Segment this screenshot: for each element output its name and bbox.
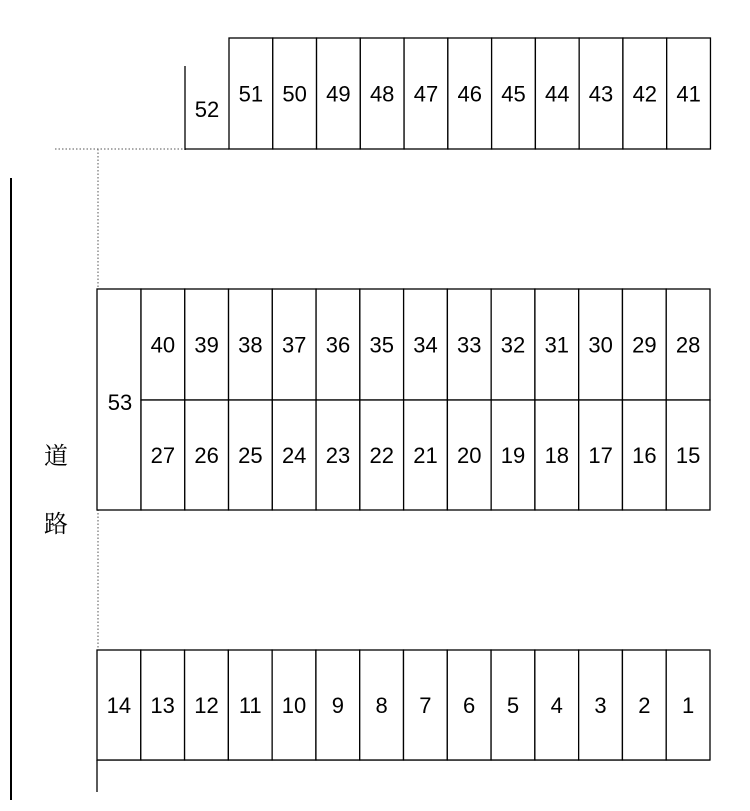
stall-number: 50 — [282, 81, 307, 107]
stall-number: 53 — [107, 390, 133, 415]
parking-stall-42 — [623, 38, 667, 149]
stall-number: 49 — [326, 81, 351, 107]
stall-number: 29 — [632, 332, 657, 358]
parking-stall-20 — [447, 400, 491, 510]
stall-number: 5 — [506, 693, 520, 718]
stall-number: 33 — [457, 332, 482, 358]
stall-number: 2 — [638, 693, 651, 718]
parking-stall-18 — [535, 400, 579, 510]
stall-number: 41 — [676, 81, 701, 107]
parking-stall-8 — [360, 650, 404, 760]
road-label-char-1: 道 — [44, 442, 68, 470]
parking-stall-40 — [141, 289, 185, 400]
parking-stall-3 — [579, 650, 623, 760]
parking-stall-19 — [491, 400, 535, 510]
parking-stall-49 — [317, 38, 361, 149]
parking-stall-47 — [404, 38, 448, 149]
stall-number: 47 — [413, 81, 439, 107]
parking-stall-10 — [272, 650, 316, 760]
stall-number: 18 — [544, 443, 570, 468]
stall-number: 34 — [413, 332, 438, 358]
stall-number: 36 — [325, 332, 351, 358]
stall-number: 17 — [588, 443, 613, 468]
stall-number: 44 — [545, 81, 570, 107]
parking-stall-44 — [535, 38, 579, 149]
stall-number: 8 — [375, 693, 388, 718]
parking-stall-17 — [579, 400, 623, 510]
stall-number: 51 — [238, 81, 264, 107]
parking-stall-33 — [447, 289, 491, 400]
parking-stall-28 — [666, 289, 710, 400]
parking-stall-23 — [316, 400, 360, 510]
parking-stall-22 — [360, 400, 404, 510]
stall-number: 19 — [500, 443, 526, 468]
stall-number: 32 — [500, 332, 526, 358]
parking-stall-43 — [579, 38, 623, 149]
parking-stall-9 — [316, 650, 360, 760]
stall-number: 48 — [369, 81, 395, 107]
parking-stall-16 — [622, 400, 666, 510]
parking-stall-11 — [228, 650, 272, 760]
stall-number: 40 — [150, 332, 176, 358]
stall-number: 16 — [632, 443, 657, 468]
parking-stall-32 — [491, 289, 535, 400]
parking-stall-46 — [448, 38, 492, 149]
stall-number: 9 — [331, 693, 344, 718]
parking-stall-14 — [97, 650, 141, 760]
parking-stall-1 — [666, 650, 710, 760]
stall-number: 24 — [281, 443, 307, 468]
stall-number: 35 — [369, 332, 394, 358]
stall-number: 45 — [501, 81, 526, 107]
stall-number: 38 — [238, 332, 263, 358]
parking-stall-7 — [404, 650, 448, 760]
stall-number: 7 — [419, 693, 432, 718]
parking-stall-13 — [141, 650, 185, 760]
parking-stall-48 — [360, 38, 404, 149]
stall-number: 13 — [150, 693, 175, 718]
parking-stall-25 — [229, 400, 273, 510]
parking-stall-38 — [229, 289, 273, 400]
stall-number: 14 — [106, 693, 132, 718]
stall-number: 52 — [194, 97, 220, 122]
parking-stall-52 — [195, 97, 219, 122]
parking-stall-41 — [667, 38, 711, 149]
stall-number: 22 — [369, 443, 394, 468]
stall-number: 30 — [588, 332, 613, 358]
parking-stall-26 — [185, 400, 229, 510]
parking-stall-4 — [535, 650, 579, 760]
parking-stall-34 — [404, 289, 448, 400]
stall-number: 28 — [675, 332, 701, 358]
parking-stall-27 — [141, 400, 185, 510]
stall-number: 21 — [413, 443, 438, 468]
parking-stall-5 — [491, 650, 535, 760]
stall-number: 26 — [194, 443, 219, 468]
parking-stall-21 — [404, 400, 448, 510]
stall-number: 23 — [325, 443, 351, 468]
stall-number: 37 — [281, 332, 307, 358]
stall-number: 12 — [194, 693, 219, 718]
parking-stall-35 — [360, 289, 404, 400]
parking-stall-6 — [447, 650, 491, 760]
parking-stall-31 — [535, 289, 579, 400]
parking-stall-45 — [492, 38, 536, 149]
parking-stall-24 — [272, 400, 316, 510]
stall-number: 39 — [194, 332, 219, 358]
stall-number: 46 — [457, 81, 482, 107]
stall-number: 4 — [550, 693, 563, 718]
stall-number: 43 — [588, 81, 614, 107]
parking-stall-50 — [273, 38, 317, 149]
stall-number: 6 — [463, 693, 476, 718]
parking-stall-12 — [185, 650, 229, 760]
parking-stall-29 — [622, 289, 666, 400]
parking-stall-30 — [579, 289, 623, 400]
stall-number: 10 — [281, 693, 307, 718]
stall-number: 1 — [681, 693, 695, 718]
parking-stall-51 — [229, 38, 273, 149]
parking-stall-36 — [316, 289, 360, 400]
parking-stall-2 — [622, 650, 666, 760]
stall-number: 15 — [675, 443, 701, 468]
stall-number: 3 — [594, 693, 607, 718]
parking-stall-39 — [185, 289, 229, 400]
stall-number: 11 — [238, 693, 262, 718]
stall-number: 31 — [544, 332, 570, 358]
stall-number: 42 — [632, 81, 658, 107]
parking-stall-15 — [666, 400, 710, 510]
parking-stall-53 — [97, 289, 141, 510]
stall-number: 25 — [238, 443, 263, 468]
parking-stall-37 — [272, 289, 316, 400]
stall-number: 27 — [150, 443, 176, 468]
stall-number: 20 — [457, 443, 482, 468]
road-label-char-2: 路 — [44, 510, 68, 538]
